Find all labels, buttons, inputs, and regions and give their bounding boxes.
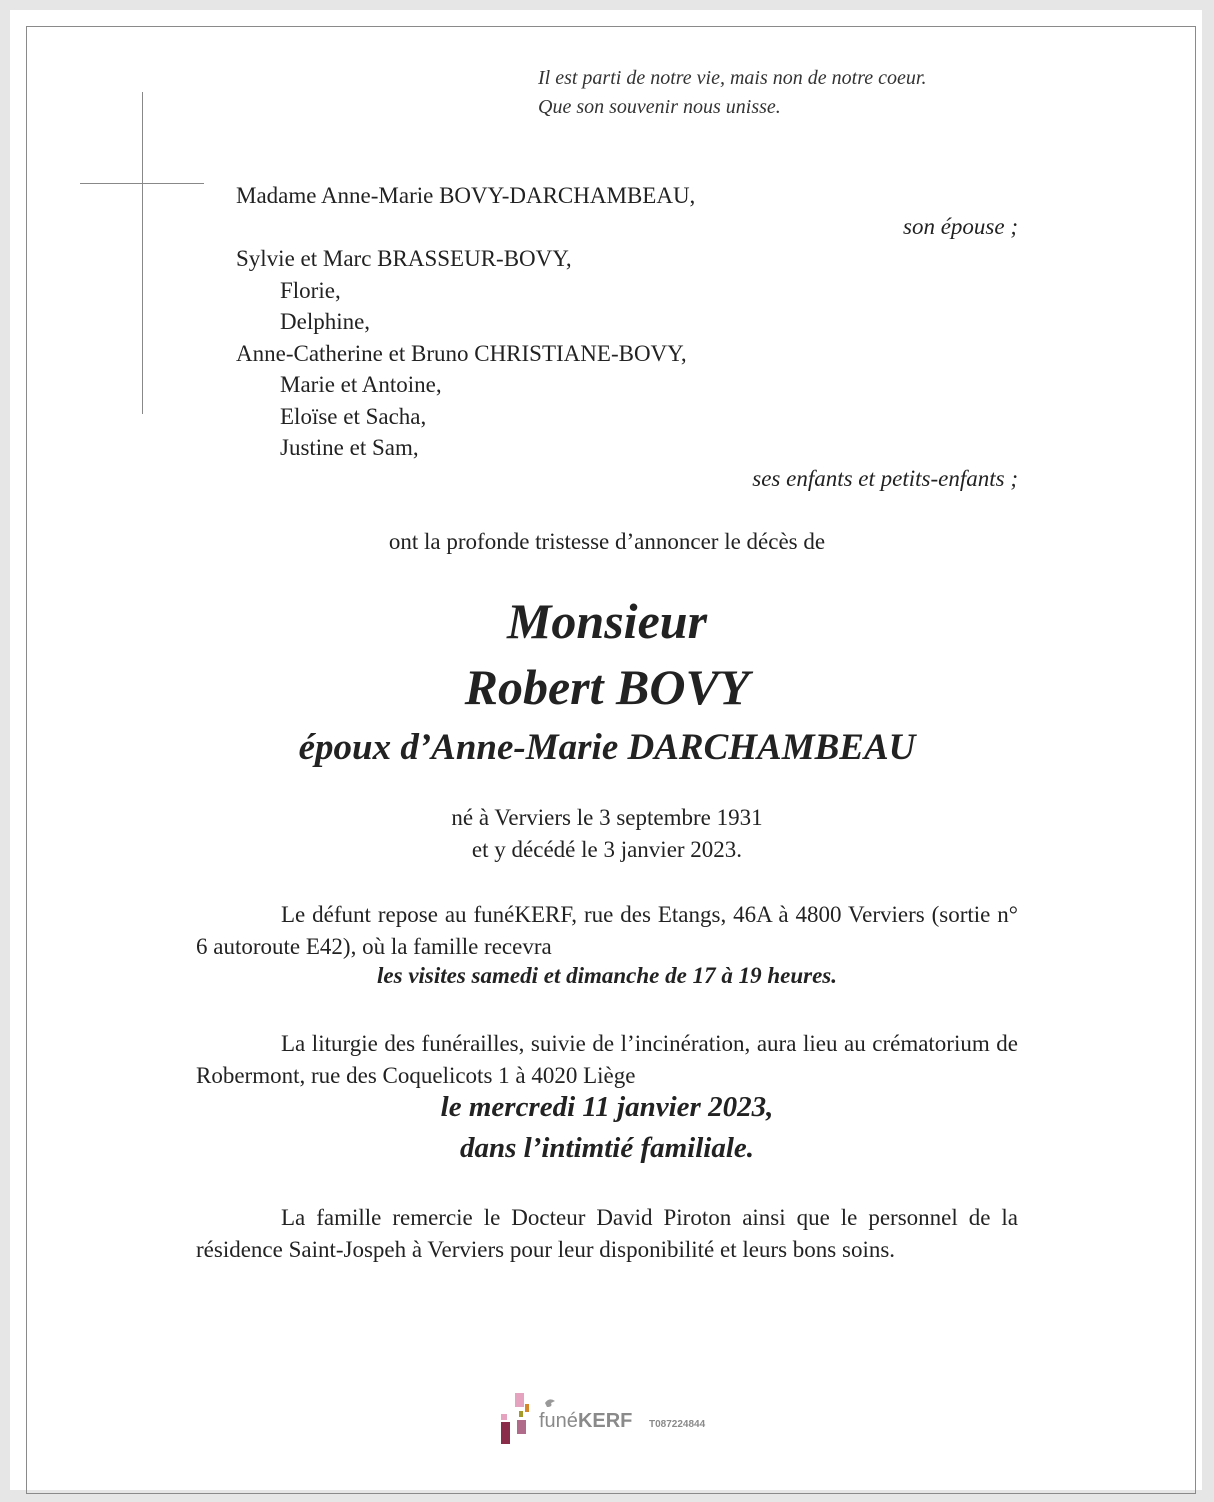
liturgy-note: dans l’intimtié familiale. bbox=[459, 1132, 755, 1164]
announcement-line: ont la profonde tristesse d’annoncer le décès de bbox=[388, 529, 826, 554]
birth-line: né à Verviers le 3 septembre 1931 bbox=[451, 805, 763, 830]
epigraph-line-1: Il est parti de notre vie, mais non de notre coeur. bbox=[538, 67, 927, 89]
liturgy-date: le mercredi 11 janvier 2023, bbox=[440, 1091, 774, 1123]
deceased-spouse-line: époux d’Anne-Marie DARCHAMBEAU bbox=[298, 727, 916, 768]
family-member: Sylvie et Marc BRASSEUR-BOVY, bbox=[236, 246, 572, 271]
family-member: Eloïse et Sacha, bbox=[280, 404, 427, 429]
spouse-role: son épouse ; bbox=[903, 214, 1018, 239]
family-member: Justine et Sam, bbox=[280, 435, 419, 460]
cross-horizontal-bar bbox=[80, 183, 204, 184]
family-member: Delphine, bbox=[280, 309, 371, 334]
brand-name bbox=[539, 1410, 632, 1433]
visits-line: les visites samedi et dimanche de 17 à 19 heures. bbox=[377, 963, 837, 988]
brand-phone: T087224844 bbox=[649, 1419, 706, 1430]
epigraph-line-2: Que son souvenir nous unisse. bbox=[538, 96, 781, 118]
family-member: Marie et Antoine, bbox=[280, 372, 442, 397]
deceased-name: Robert BOVY bbox=[464, 659, 750, 715]
funekerf-logo bbox=[497, 1393, 727, 1445]
brand-suffix: KERF bbox=[577, 1410, 633, 1432]
brand-prefix: funé bbox=[539, 1410, 578, 1432]
family-member: Anne-Catherine et Bruno CHRISTIANE-BOVY, bbox=[236, 341, 687, 366]
liturgy-paragraph: La liturgie des funérailles, suivie de l’incinération, aura lieu au crématorium de Robermont, rue des Coquelicots 1 à 4020 Liège bbox=[196, 1031, 1018, 1088]
repose-paragraph: Le défunt repose au funéKERF, rue des Etangs, 46A à 4800 Verviers (sortie n° 6 autoroute E42), où la famille recevra bbox=[196, 902, 1018, 959]
family-member: Florie, bbox=[280, 278, 341, 303]
children-role: ses enfants et petits-enfants ; bbox=[752, 466, 1018, 491]
cross-vertical-bar bbox=[142, 92, 143, 414]
thanks-paragraph: La famille remercie le Docteur David Piroton ainsi que le personnel de la résidence Saint-Jospeh à Verviers pour leur disponibilité et leurs bons soins. bbox=[196, 1205, 1018, 1262]
deceased-title: Monsieur bbox=[506, 593, 708, 649]
spouse-name: Madame Anne-Marie BOVY-DARCHAMBEAU, bbox=[236, 183, 696, 208]
death-line: et y décédé le 3 janvier 2023. bbox=[471, 837, 743, 862]
